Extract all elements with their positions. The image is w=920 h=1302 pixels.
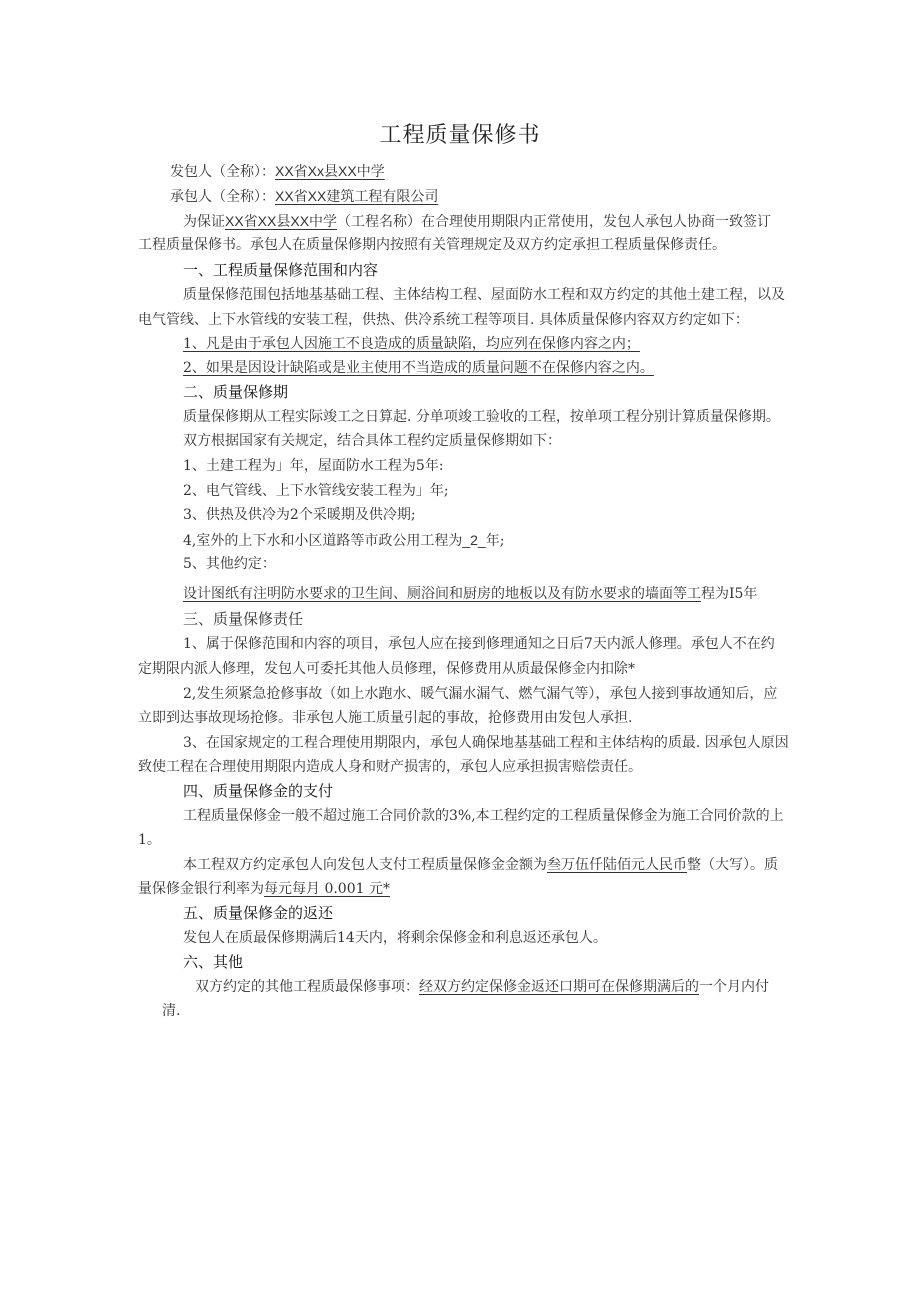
section6-prefix: 双方约定的其他工程质最保修事项： xyxy=(195,979,419,995)
section6-para-line1 xyxy=(195,977,769,997)
section2-item4 xyxy=(183,530,504,551)
employer-label: 发包人（全称）： xyxy=(170,164,275,180)
intro-prefix: 为保证 xyxy=(183,214,225,230)
employer-line xyxy=(170,161,385,182)
section2-para1: 质量保修期从工程实际竣工之日算起. 分单项竣工验收的工程，按单项工程分别计算质量保修期。 xyxy=(183,409,780,425)
section2-other-rest: 程为I5年 xyxy=(701,586,758,602)
section4-amount: 叁万伍仟陆佰元人民币 xyxy=(547,857,687,873)
section1-para-line1: 质量保修范围包括地基基础工程、主体结构工程、屋面防水工程和双方约定的其他土建工程，以及 xyxy=(183,287,785,303)
section4-rate-prefix: 量保修金银行利率为 xyxy=(138,881,264,897)
section4-para1-line2: 1。 xyxy=(138,832,161,848)
section3-item1-line1: 1、属于保修范围和内容的项目，承包人应在接到修理通知之日后7天内派人修理。承包人不在约 xyxy=(183,636,775,652)
section6-para-line2: 清. xyxy=(162,1003,181,1019)
section2-item1: 1、土建工程为」年，屋面防水工程为5年: xyxy=(183,458,444,474)
section5-heading: 五、质量保修金的返还 xyxy=(183,904,334,922)
section2-item4-prefix: 4,室外的上下水和小区道路等市政公用工程为 xyxy=(183,533,463,549)
section5-para: 发包人在质最保修期满后14天内，将剩余保修金和利息返还承包人。 xyxy=(183,930,607,946)
intro-rest: （工程名称）在合理使用期限内正常使用，发包人承包人协商一致签订 xyxy=(337,214,772,230)
section2-heading: 二、质量保修期 xyxy=(183,383,289,401)
section2-item4-value: _2_ xyxy=(462,532,486,548)
section2-item2: 2、电气管线、上下水管线安装工程为」年; xyxy=(183,483,449,499)
section4-para2-suffix: 整（大写）。质 xyxy=(687,857,778,873)
contractor-name: XX省XX建筑工程有限公司 xyxy=(275,188,439,204)
intro-line-1 xyxy=(183,211,771,232)
section2-item5: 5、其他约定： xyxy=(183,556,276,572)
intro-line-2: 工程质量保修书。承包人在质量保修期内按照有关管理规定及双方约定承担工程质量保修责任。 xyxy=(138,237,726,253)
section3-item1-line2: 定期限内派人修理，发包人可委托其他人员修理，保修费用从质最保修金内扣除* xyxy=(138,661,635,677)
section6-heading: 六、其他 xyxy=(183,953,244,971)
section3-item2-line1: 2,发生须紧急抢修事故（如上水跑水、暖气漏水漏气、燃气漏气等），承包人接到事故通知后，应 xyxy=(183,686,778,702)
employer-name: XX省Xx县XX中学 xyxy=(275,163,385,179)
section2-item4-suffix: 年; xyxy=(485,533,505,549)
section4-rate: 每元每月 0.001 元* xyxy=(264,881,390,897)
section1-heading: 一、工程质量保修范围和内容 xyxy=(183,261,379,279)
contractor-label: 承包人（全称）： xyxy=(170,189,275,205)
section2-other-agreement xyxy=(183,584,757,604)
section3-heading: 三、质量保修责任 xyxy=(183,610,304,628)
section6-underlined: 经双方约定保修金返还口期可在保修期满后的 xyxy=(419,979,699,995)
section4-para2-line2 xyxy=(138,879,390,899)
section1-para-line2: 电气管线、上下水管线的安装工程，供热、供冷系统工程等项目. 具体质量保修内容双方约定如下： xyxy=(138,312,749,328)
section1-item2: 2、如果是因设计缺陷或是业主使用不当造成的质量问题不在保修内容之内。 xyxy=(183,360,654,376)
contractor-line xyxy=(170,186,438,207)
section4-para2-prefix: 本工程双方约定承包人向发包人支付工程质量保修金金额为 xyxy=(183,857,547,873)
section3-item3-line2: 致使工程在合理使用期限内造成人身和财产损害的，承包人应承担损害赔偿责任。 xyxy=(138,759,642,775)
section4-para1-line1: 工程质量保修金一般不超过施工合同价款的3%,本工程约定的工程质量保修金为施工合同价款的上 xyxy=(183,808,784,824)
intro-project: XX省XX县XX中学 xyxy=(225,213,338,229)
page-title: 工程质量保修书 xyxy=(379,123,541,148)
section3-item2-line2: 立即到达事故现场抢修。非承包人施工质量引起的事故，抢修费用由发包人承担. xyxy=(138,710,633,726)
section4-heading: 四、质量保修金的支付 xyxy=(183,782,334,800)
section4-para2-line1 xyxy=(183,855,778,875)
section3-item3-line1: 3、在国家规定的工程合理使用期限内，承包人确保地基基础工程和主体结构的质最. 因承包人原因 xyxy=(183,735,789,751)
section2-para2: 双方根据国家有关规定，结合具体工程约定质量保修期如下： xyxy=(183,433,561,449)
section2-item3: 3、供热及供冷为2个采暖期及供冷期; xyxy=(183,507,416,523)
section2-other-underlined: 设计图纸有注明防水要求的卫生间、厕浴间和厨房的地板以及有防水要求的墙面等工 xyxy=(183,586,701,602)
section1-item1: 1、凡是由于承包人因施工不良造成的质量缺陷，均应列在保修内容之内； xyxy=(183,336,640,352)
section6-suffix: 一个月内付 xyxy=(699,979,769,995)
